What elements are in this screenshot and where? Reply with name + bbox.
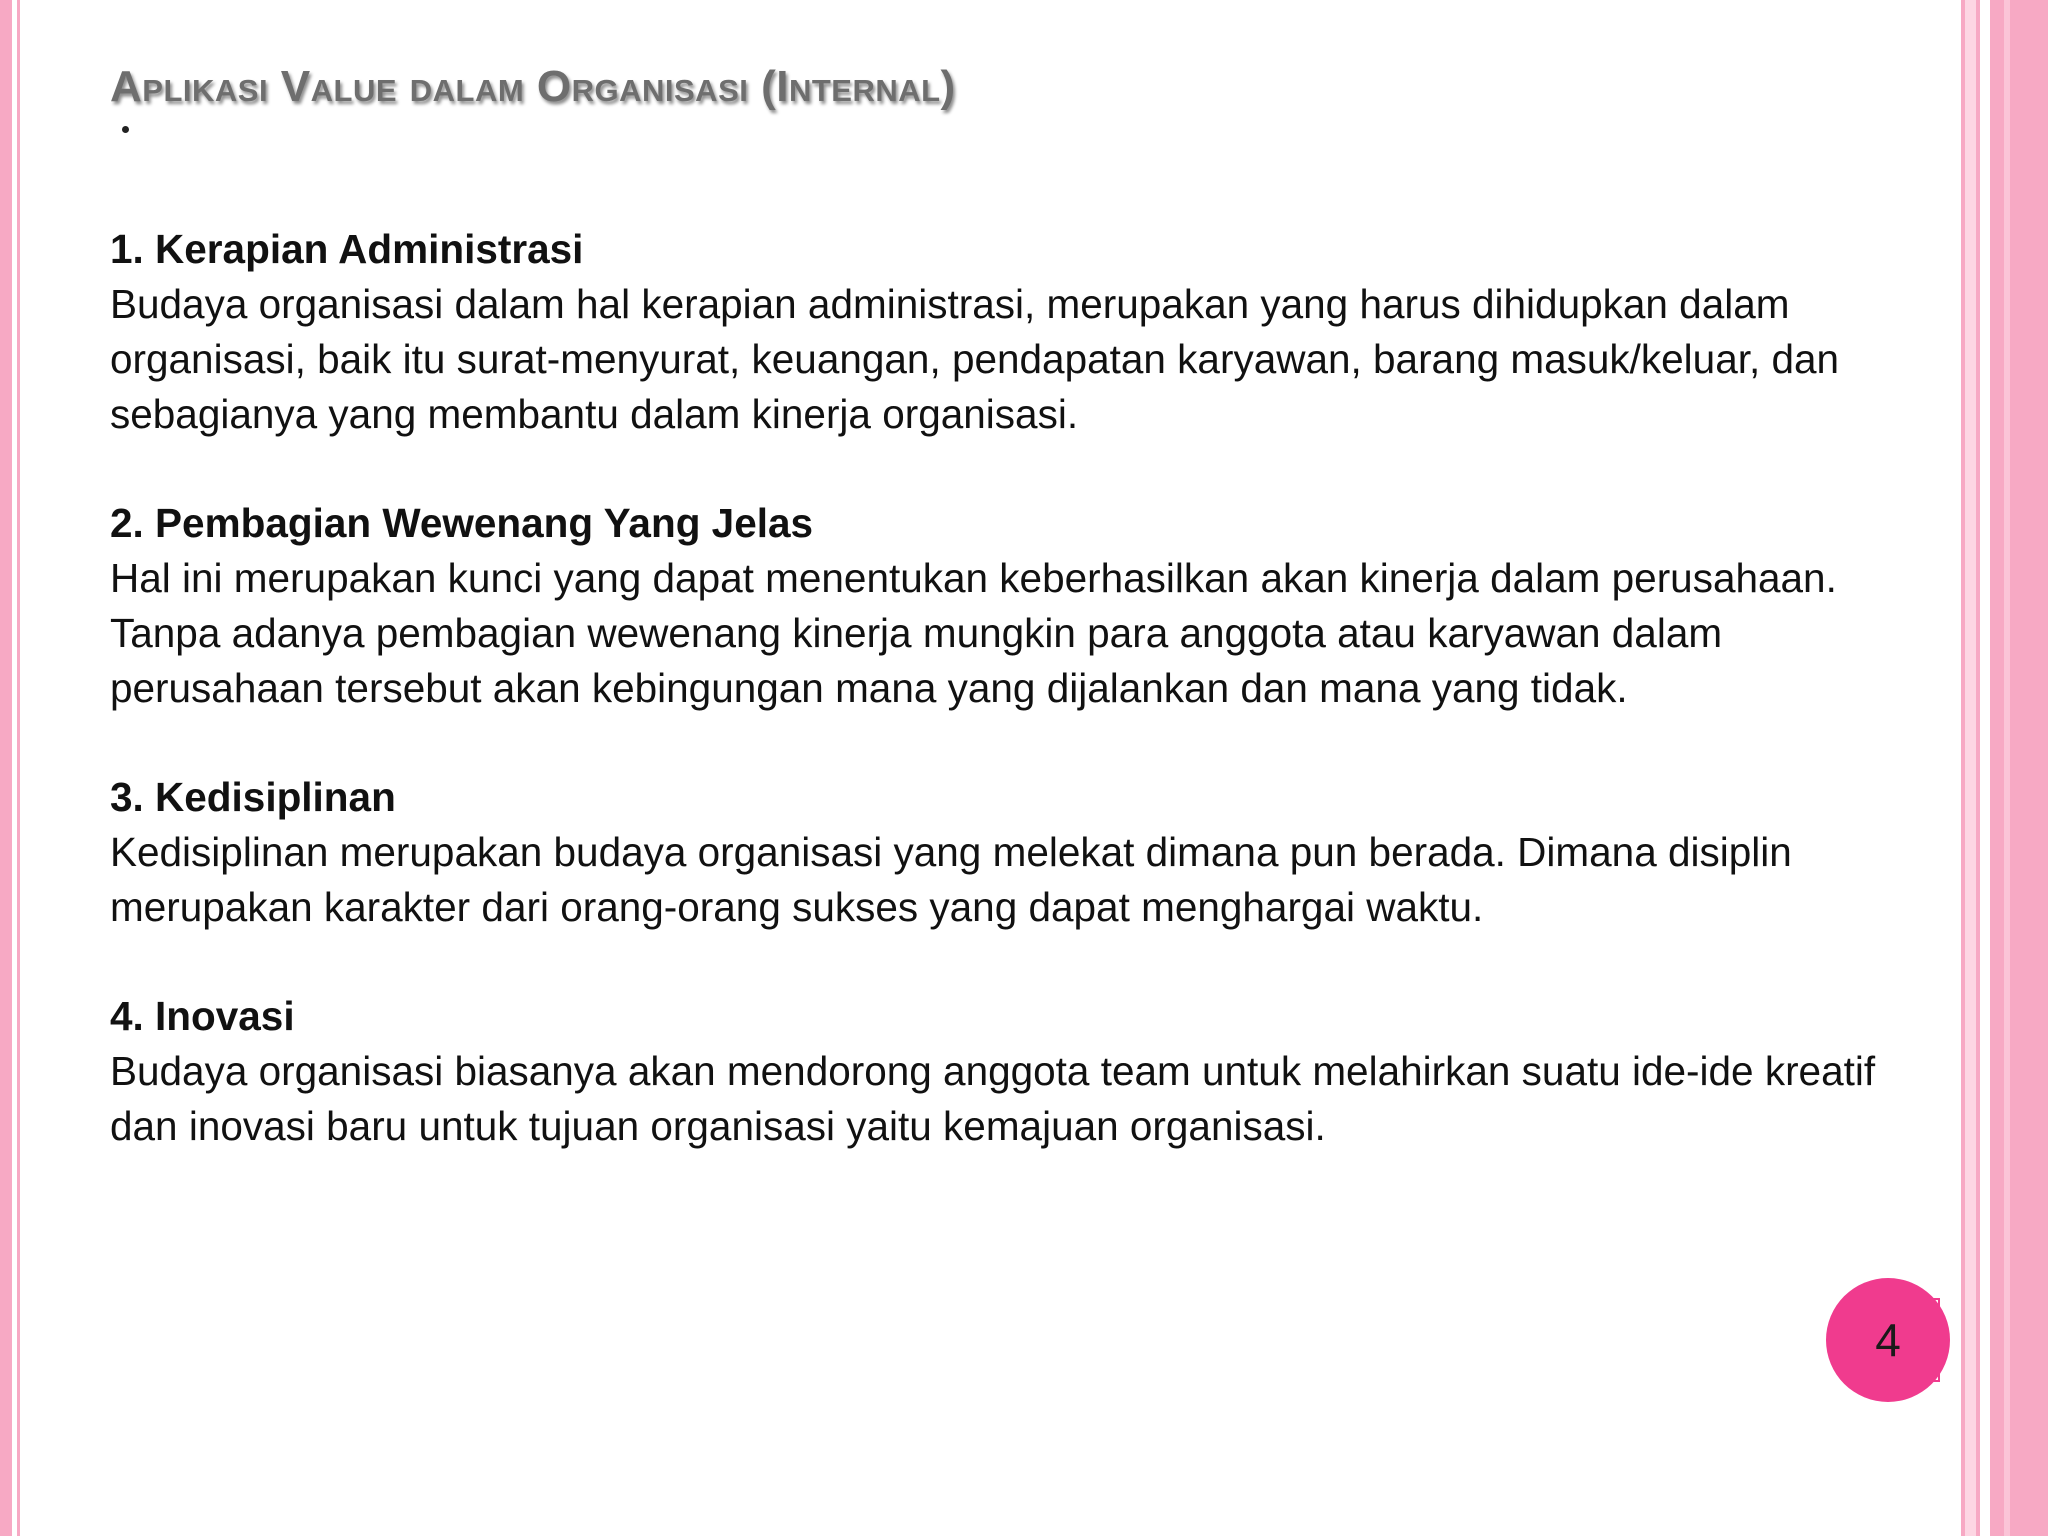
right-border-gap (1980, 0, 1990, 1536)
section-heading: 4. Inovasi (110, 993, 295, 1039)
page-number-badge: 4 (1826, 1278, 1950, 1402)
section-body: Budaya organisasi dalam hal kerapian administrasi, merupakan yang harus dihidupkan dalam organisasi, baik itu surat-menyurat, keuangan, pendapatan karyawan, barang masuk/keluar, dan sebagianya yang membantu dalam kinerja organisasi. (110, 281, 1840, 437)
section-body: Hal ini merupakan kunci yang dapat menentukan keberhasilkan akan kinerja dalam perusahaan. Tanpa adanya pembagian wewenang kinerja mungkin para anggota atau karyawan dalam perusahaan tersebut akan kebingungan mana yang dijalankan dan mana yang tidak. (110, 555, 1837, 711)
section-kerapian-administrasi (110, 222, 1910, 442)
left-border-band (0, 0, 12, 1536)
section-heading: 1. Kerapian Administrasi (110, 226, 584, 272)
section-pembagian-wewenang (110, 496, 1910, 716)
section-heading: 3. Kedisiplinan (110, 774, 396, 820)
section-heading: 2. Pembagian Wewenang Yang Jelas (110, 500, 814, 546)
section-inovasi (110, 989, 1910, 1154)
bullet-icon (122, 126, 129, 133)
left-border-line (17, 0, 20, 1536)
right-border-band (1990, 0, 2048, 1536)
slide-content (110, 222, 1910, 1208)
section-body: Budaya organisasi biasanya akan mendorong anggota team untuk melahirkan suatu ide-ide kreatif dan inovasi baru untuk tujuan organisasi yaitu kemajuan organisasi. (110, 1048, 1876, 1149)
slide-title: Aplikasi Value dalam Organisasi (Internal) (110, 62, 956, 111)
right-border-fill (1965, 0, 1976, 1536)
section-body: Kedisiplinan merupakan budaya organisasi yang melekat dimana pun berada. Dimana disiplin merupakan karakter dari orang-orang sukses yang dapat menghargai waktu. (110, 829, 1792, 930)
right-border-band-inner (2004, 0, 2010, 1536)
section-kedisiplinan (110, 770, 1910, 935)
